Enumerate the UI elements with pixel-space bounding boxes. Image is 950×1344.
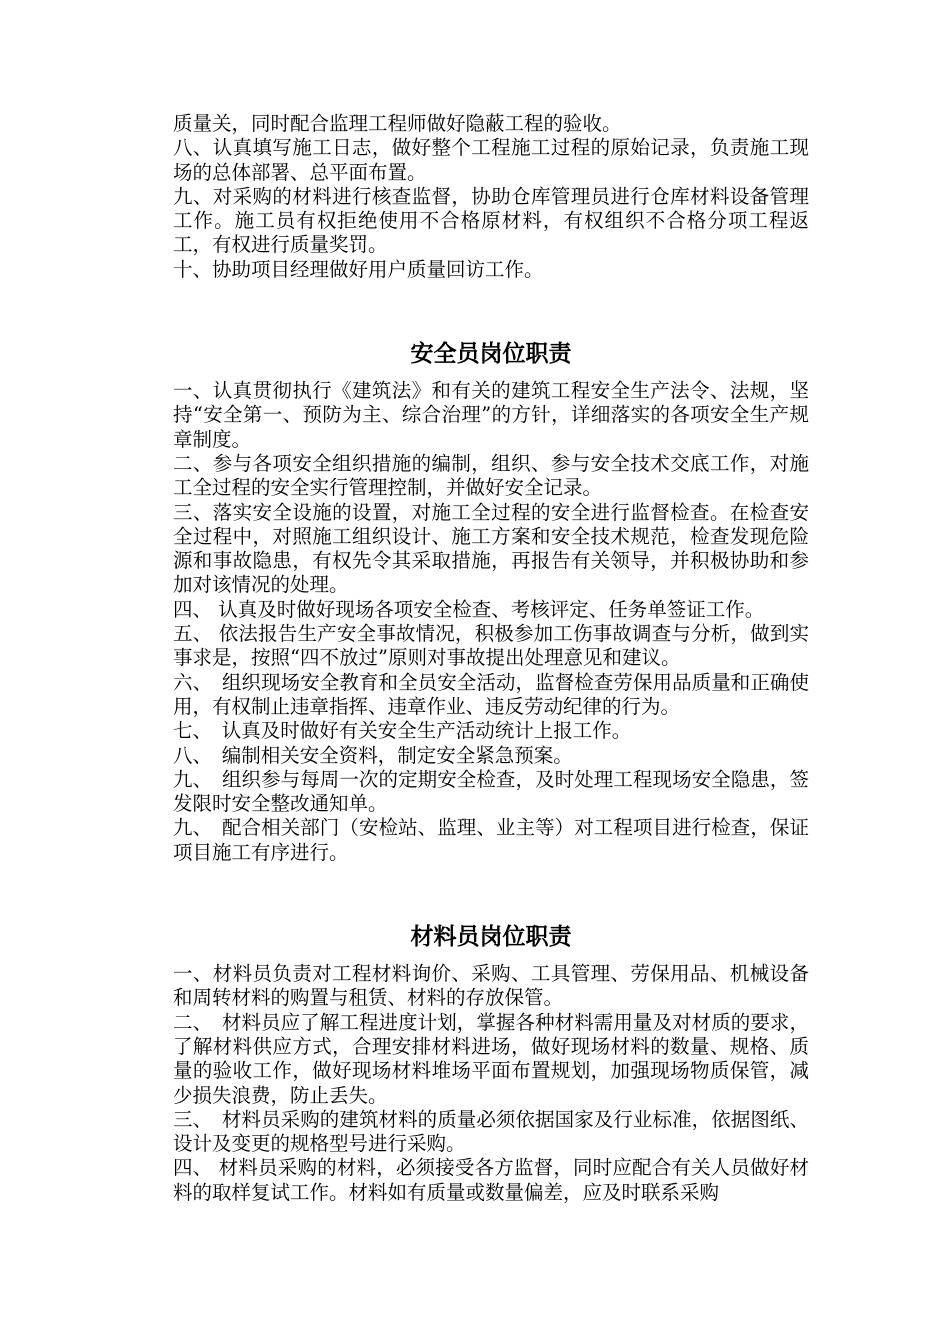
safety-item-10: 九、 配合相关部门（安检站、监理、业主等）对工程项目进行检查，保证项目施工有序进行。 <box>173 816 809 864</box>
intro-paragraph-3: 九、对采购的材料进行核查监督，协助仓库管理员进行仓库材料设备管理工作。施工员有权拒绝使用不合格原材料，有权组织不合格分项工程返工，有权进行质量奖罚。 <box>173 184 809 257</box>
safety-section-title: 安全员岗位职责 <box>410 340 572 368</box>
safety-item-9: 九、 组织参与每周一次的定期安全检查，及时处理工程现场安全隐患，签发限时安全整改通知单。 <box>173 767 809 816</box>
intro-paragraph-1: 质量关，同时配合监理工程师做好隐蔽工程的验收。 <box>173 112 622 135</box>
safety-item-4: 四、 认真及时做好现场各项安全检查、考核评定、任务单签证工作。 <box>173 597 765 621</box>
safety-item-1: 一、认真贯彻执行《建筑法》和有关的建筑工程安全生产法令、法规，坚持“安全第一、预防为主、综合治理”的方针，详细落实的各项安全生产规章制度。 <box>173 379 809 451</box>
safety-item-7: 七、 认真及时做好有关安全生产活动统计上报工作。 <box>173 719 632 743</box>
materials-item-2: 二、 材料员应了解工程进度计划，掌握各种材料需用量及对材质的要求，了解材料供应方式，合理安排材料进场，做好现场材料的数量、规格、质量的验收工作，做好现场材料堆场平面布置规划，加强现场物质保管，减少损失浪费，防止丢失。 <box>173 1010 809 1107</box>
materials-section-title: 材料员岗位职责 <box>410 923 572 951</box>
safety-item-5: 五、 依法报告生产安全事故情况，积极参加工伤事故调查与分析，做到实事求是，按照“四不放过”原则对事故提出处理意见和建议。 <box>173 622 809 670</box>
materials-item-3: 三、 材料员采购的建筑材料的质量必须依据国家及行业标准，依据图纸、设计及变更的规格型号进行采购。 <box>173 1107 809 1156</box>
safety-item-8: 八、 编制相关安全资料，制定安全紧急预案。 <box>173 743 573 767</box>
safety-item-2: 二、参与各项安全组织措施的编制，组织、参与安全技术交底工作，对施工全过程的安全实行管理控制，并做好安全记录。 <box>173 451 809 500</box>
safety-item-6: 六、 组织现场安全教育和全员安全活动，监督检查劳保用品质量和正确使用，有权制止违章指挥、违章作业、违反劳动纪律的行为。 <box>173 670 809 718</box>
materials-item-4: 四、 材料员采购的材料，必须接受各方监督，同时应配合有关人员做好材料的取样复试工作。材料如有质量或数量偏差，应及时联系采购 <box>173 1156 809 1204</box>
document-page <box>173 112 809 1205</box>
safety-section <box>173 339 809 865</box>
intro-paragraph-4: 十、协助项目经理做好用户质量回访工作。 <box>173 257 544 281</box>
intro-paragraph-2: 八、认真填写施工日志，做好整个工程施工过程的原始记录，负责施工现场的总体部署、总平面布置。 <box>173 136 809 184</box>
intro-section <box>173 112 809 282</box>
safety-item-3: 三、落实安全设施的设置，对施工全过程的安全进行监督检查。在检查安全过程中，对照施工组织设计、施工方案和安全技术规范，检查发现危险源和事故隐患，有权先令其采取措施，再报告有关领导，并积极协助和参加对该情况的处理。 <box>173 500 809 597</box>
materials-section <box>173 922 809 1205</box>
materials-item-1: 一、材料员负责对工程材料询价、采购、工具管理、劳保用品、机械设备和周转材料的购置与租赁、材料的存放保管。 <box>173 962 809 1010</box>
